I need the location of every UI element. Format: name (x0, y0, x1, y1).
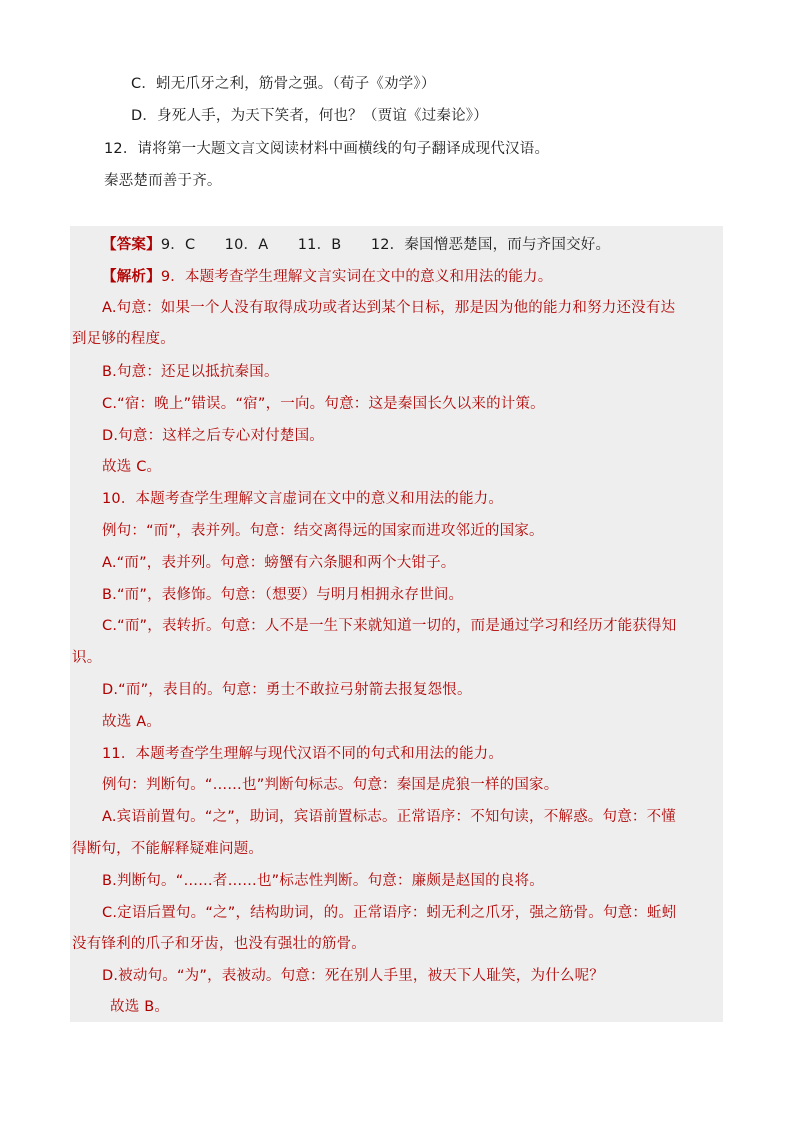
analysis-line: A.宾语前置句。“之”，助词，宾语前置标志。正常语序：不知句读，不解惑。句意：不懂 (102, 809, 676, 825)
analysis-line: 得断句，不能解释疑难问题。 (72, 841, 264, 857)
question-12-sentence: 秦恶楚而善于齐。 (104, 173, 222, 189)
analysis-line: B.句意：还足以抵抗秦国。 (102, 364, 279, 380)
analysis-line: C.定语后置句。“之”，结构助词，的。正常语序：蚓无利之爪牙，强之筋骨。句意：蚯蚓 (102, 905, 677, 921)
analysis-line: A.“而”，表并列。句意：螃蟹有六条腿和两个大钳子。 (102, 555, 456, 571)
analysis-line: 例句：判断句。“……也”判断句标志。句意：秦国是虎狼一样的国家。 (102, 777, 559, 793)
option-d-line: D．身死人手，为天下笑者，何也？（贾谊《过秦论》） (131, 108, 488, 124)
analysis-line: 故选 A。 (102, 714, 162, 730)
analysis-line: 识。 (72, 650, 102, 666)
analysis-line: C.“而”，表转折。句意：人不是一生下来就知道一切的，而是通过学习和经历才能获得知 (102, 618, 677, 634)
analysis-line: 没有锋利的爪子和牙齿，也没有强壮的筋骨。 (72, 936, 366, 952)
option-c-line: C．蚓无爪牙之利，筋骨之强。（荀子《劝学》） (131, 76, 436, 92)
analysis-line: B.判断句。“……者……也”标志性判断。句意：廉颇是赵国的良将。 (102, 873, 544, 889)
answer-text: 9．C 10．A 11．B 12．秦国憎恶楚国，而与齐国交好。 (160, 237, 611, 253)
analysis-line: 故选 C。 (102, 459, 162, 475)
analysis-line: 9．本题考查学生理解文言实词在文中的意义和用法的能力。 (160, 269, 553, 285)
analysis-line: 11．本题考查学生理解与现代汉语不同的句式和用法的能力。 (102, 746, 504, 762)
analysis-line: 10．本题考查学生理解文言虚词在文中的意义和用法的能力。 (102, 491, 504, 507)
analysis-line: D.句意：这样之后专心对付楚国。 (102, 428, 324, 444)
analysis-line: 故选 B。 (110, 999, 170, 1015)
analysis-tag: 【解析】 (102, 269, 161, 285)
analysis-line: 到足够的程度。 (72, 331, 175, 347)
analysis-line: D.“而”，表目的。句意：勇士不敢拉弓射箭去报复怨恨。 (102, 682, 472, 698)
analysis-line: B.“而”，表修饰。句意：（想要）与明月相拥永存世间。 (102, 587, 464, 603)
answer-line (102, 235, 610, 255)
analysis-line: 例句：“而”，表并列。句意：结交离得远的国家而进攻邻近的国家。 (102, 523, 544, 539)
analysis-line: D.被动句。“为”，表被动。句意：死在别人手里，被天下人耻笑，为什么呢？ (102, 968, 604, 984)
analysis-line: C.“宿：晚上”错误。“宿”，一向。句意：这是秦国长久以来的计策。 (102, 396, 545, 412)
analysis-first-line (102, 267, 552, 287)
analysis-line: A.句意：如果一个人没有取得成功或者达到某个日标，那是因为他的能力和努力还没有达 (102, 300, 676, 316)
question-12-prompt: 12．请将第一大题文言文阅读材料中画横线的句子翻译成现代汉语。 (104, 141, 550, 157)
answer-tag: 【答案】 (102, 237, 161, 253)
